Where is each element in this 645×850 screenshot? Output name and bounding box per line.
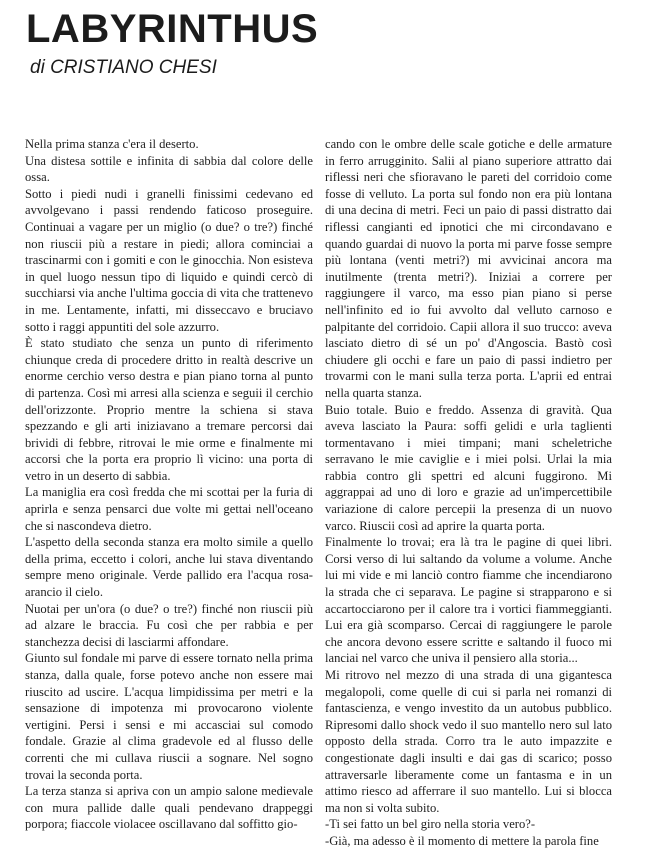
paragraph: Giunto sul fondale mi parve di essere tornato nella prima stanza, dalla quale, forse potevo anche non essere mai riuscito ad uscire. L'acqua limpidissima per metri e la sensazione di impotenza mi provocarono violente vertigini. Persi i sensi e mi accasciai sul comodo fondale. Grazie al clima gradevole ed al flusso delle correnti che mi cullava riuscii a sognare. Nel sogno trovai la seconda porta. (25, 651, 313, 782)
paragraph: La terza stanza si apriva con un ampio salone medievale con mura pallide dalle quali pendevano drappeggi porpora; fiaccole violacee oscillavano dal soffitto gio- (25, 784, 313, 832)
right-text-column (325, 136, 612, 850)
dialogue-line: -Già, ma adesso è il momento di mettere la parola fine (325, 833, 599, 848)
article-title: LABYRINTHUS (26, 7, 319, 51)
article-byline: di CRISTIANO CHESI (30, 57, 217, 78)
dialogue-line: -Ti sei fatto un bel giro nella storia vero?- (325, 817, 536, 832)
paragraph: Buio totale. Buio e freddo. Assenza di gravità. Qua aveva lasciato la Paura: soffi gelidi e urla taglienti tormentavano i miei timpani; mani scheletriche serravano le mie caviglie e i miei polsi. Urlai la mia rabbia contro gli spettri ed alcuni fuggirono. Mi aggrappai ad uno di loro e grazie ad un'impercettibile variazione di calore percepii la presenza di un nuovo varco. Riuscii così ad aprire la quarta porta. (325, 402, 612, 533)
paragraph: La maniglia era così fredda che mi scottai per la furia di aprirla e senza pensarci due volte mi gettai nell'oceano che si nascondeva dietro. (25, 485, 313, 533)
paragraph: L'aspetto della seconda stanza era molto simile a quello della prima, eccetto i colori, anche lui stava diventando sempre meno originale. Verde pallido era l'acqua rosa-arancio il cielo. (25, 535, 313, 600)
paragraph: Sotto i piedi nudi i granelli finissimi cedevano ed avvolgevano i passi rendendo faticoso proseguire. Continuai a vagare per un miglio (o due? o tre?) finché non riuscii più a restare in piedi; allora cominciai a trascinarmi con i gomiti e con le ginocchia. Non esisteva in quel luogo nessun tipo di liquido e quindi cercò di succhiarsi via anche l'ultima goccia di vita che trattenevo in me. Lentamente, infatti, mi disseccavo e bruciavo sotto i raggi appuntiti del sole azzurro. (25, 186, 313, 334)
paragraph: Nuotai per un'ora (o due? o tre?) finché non riuscii più ad alzare le braccia. Fu così che per rabbia e per stanchezza decisi di lasciarmi affondare. (25, 601, 313, 649)
paragraph: cando con le ombre delle scale gotiche e delle armature in ferro arrugginito. Salii al piano superiore attratto dai riflessi neri che sfioravano le pareti del corridoio come fosse di velluto. La porta sul fondo non era più lontana di una decina di metri. Feci un paio di passi distratto dai riflessi cangianti ed ipnotici che mi circondavano e quando guardai di nuovo la porta mi parve fosse sempre più lontana (venti metri?) mi avvicinai ancora ma inutilmente (trenta metri?). Iniziai a correre per raggiungere il varco, ma esso pian piano si perse nell'infinito ed io fui avvolto dal velluto carnoso e palpitante del corridoio. Capii allora il suo trucco: aveva lasciato dietro di sé un po' d'Angoscia. Bastò così chiudere gli occhi e fare un paio di passi indietro per trovarmi con le mani sulla terza porta. L'aprii ed entrai nella quarta stanza. (325, 137, 612, 400)
left-text-column (25, 136, 313, 833)
paragraph: Finalmente lo trovai; era là tra le pagine di quei libri. Corsi verso di lui saltando da volume a volume. Anche lui mi vide e mi lanciò contro fiamme che incendiarono la strada che ci separava. Le pagine si strapparono e si accartocciarono per il calore tra i vortici fiammeggianti. Lui era già scomparso. Cercai di raggiungere le parole che ancora devono essere scritte e saltando il fuoco mi lanciai nel varco che univa il pensiero alla storia... (325, 535, 612, 666)
paragraph: È stato studiato che senza un punto di riferimento chiunque creda di procedere dritto in realtà descrive un enorme cerchio verso destra e pian piano torna al punto di partenza. Così mi arresi alla scienza e seguii il cerchio dell'orizzonte. Proprio mentre la schiena si stava spezzando e gli arti iniziavano a tremare percorsi dai brividi di febbre, ritrovai le mie orme e finalmente mi accorsi che la porta era proprio lì vicino: una porta di vetro in un deserto di sabbia. (25, 336, 313, 483)
paragraph: Una distesa sottile e infinita di sabbia dal colore delle ossa. (25, 153, 313, 185)
paragraph: Mi ritrovo nel mezzo di una strada di una gigantesca megalopoli, come quelle di cui si parla nei romanzi di fantascienza, e vengo investito da un autobus pubblico. Ripresomi dallo shock vedo il suo mantello nero sul lato opposto della strada. Corro tra le auto impazzite e congestionate dagli insulti e dai gas di scarico; posso attraversarle liberamente come un fantasma e in un attimo riesco ad afferrare il suo mantello. Lui si blocca ma non si volta subito. (325, 668, 612, 815)
paragraph: Nella prima stanza c'era il deserto. (25, 137, 199, 151)
